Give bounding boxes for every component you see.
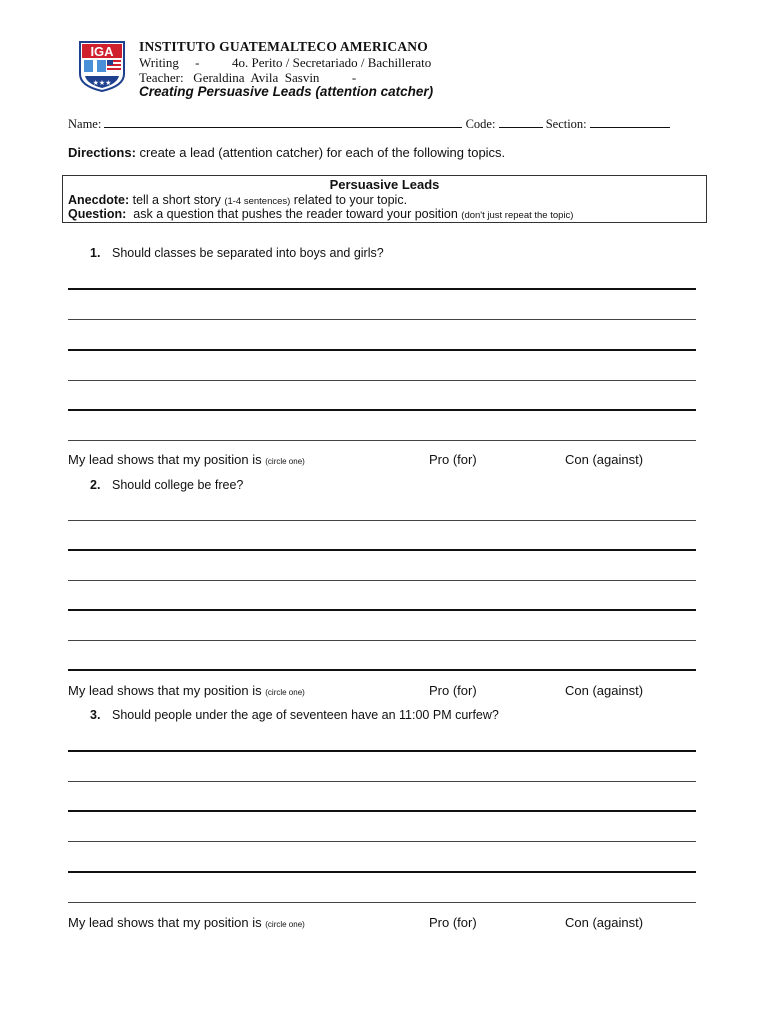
- answer-line[interactable]: [68, 380, 696, 381]
- directions-label: Directions:: [68, 145, 136, 160]
- answer-line[interactable]: [68, 871, 696, 873]
- directions: [68, 145, 505, 160]
- anecdote-line: [68, 193, 407, 207]
- answer-line[interactable]: [68, 810, 696, 812]
- section-label: Section:: [545, 117, 587, 131]
- question-line: [68, 207, 573, 221]
- question-prompt: Should people under the age of seventeen have an 11:00 PM curfew?: [112, 708, 499, 722]
- position-text: My lead shows that my position is: [68, 915, 266, 930]
- answer-line[interactable]: [68, 609, 696, 611]
- code-label: Code:: [465, 117, 496, 131]
- con-option[interactable]: Con (against): [565, 683, 644, 698]
- teacher-line: Teacher: Geraldina Avila Sasvin -: [139, 70, 357, 85]
- circle-note: (circle one): [265, 688, 305, 697]
- pro-option[interactable]: Pro (for): [429, 915, 477, 930]
- school-name: INSTITUTO GUATEMALTECO AMERICANO: [139, 39, 428, 54]
- name-blank[interactable]: [104, 116, 462, 128]
- position-prompt: [68, 683, 305, 698]
- anecdote-text: tell a short story: [129, 193, 225, 207]
- circle-note: (circle one): [265, 457, 305, 466]
- answer-line[interactable]: [68, 841, 696, 842]
- position-prompt: [68, 452, 305, 467]
- logo-text: IGA: [90, 44, 114, 59]
- question-number: 2.: [90, 478, 101, 492]
- directions-text: create a lead (attention catcher) for each of the following topics.: [135, 145, 506, 160]
- position-text: My lead shows that my position is: [68, 452, 266, 467]
- con-option[interactable]: Con (against): [565, 452, 644, 467]
- position-text: My lead shows that my position is: [68, 683, 266, 698]
- anecdote-label: Anecdote:: [68, 193, 130, 207]
- anecdote-text-end: related to your topic.: [290, 193, 408, 207]
- question-note: (don't just repeat the topic): [461, 210, 574, 221]
- pro-option[interactable]: Pro (for): [429, 683, 477, 698]
- persuasive-leads-box: [62, 175, 707, 223]
- answer-line[interactable]: [68, 349, 696, 351]
- con-option[interactable]: Con (against): [565, 915, 644, 930]
- worksheet-title: Creating Persuasive Leads (attention catcher): [139, 84, 434, 99]
- question-text: ask a question that pushes the reader toward your position: [126, 207, 462, 221]
- question-3: [90, 708, 499, 722]
- answer-line[interactable]: [68, 520, 696, 521]
- question-label: Question:: [68, 207, 127, 221]
- answer-line[interactable]: [68, 902, 696, 903]
- question-prompt: Should college be free?: [112, 478, 244, 492]
- course-line: Writing - 4o. Perito / Secretariado / Bachillerato: [139, 55, 432, 70]
- answer-line[interactable]: [68, 750, 696, 752]
- school-logo: [77, 40, 127, 92]
- answer-line[interactable]: [68, 549, 696, 551]
- section-blank[interactable]: [590, 116, 670, 128]
- answer-line[interactable]: [68, 409, 696, 411]
- position-prompt: [68, 915, 305, 930]
- pro-option[interactable]: Pro (for): [429, 452, 477, 467]
- code-blank[interactable]: [499, 116, 543, 128]
- box-title: Persuasive Leads: [329, 177, 440, 192]
- answer-line[interactable]: [68, 319, 696, 320]
- svg-text:★★★: ★★★: [92, 79, 112, 87]
- answer-line[interactable]: [68, 669, 696, 671]
- answer-line[interactable]: [68, 440, 696, 441]
- answer-line[interactable]: [68, 640, 696, 641]
- student-info-row: [68, 116, 670, 132]
- circle-note: (circle one): [265, 920, 305, 929]
- question-2: [90, 478, 243, 492]
- question-number: 1.: [90, 246, 101, 260]
- answer-line[interactable]: [68, 781, 696, 782]
- question-number: 3.: [90, 708, 101, 722]
- anecdote-note: (1-4 sentences): [224, 196, 291, 207]
- answer-line[interactable]: [68, 580, 696, 581]
- question-prompt: Should classes be separated into boys and girls?: [112, 246, 384, 260]
- name-label: Name:: [68, 117, 102, 131]
- answer-line[interactable]: [68, 288, 696, 290]
- question-1: [90, 246, 384, 260]
